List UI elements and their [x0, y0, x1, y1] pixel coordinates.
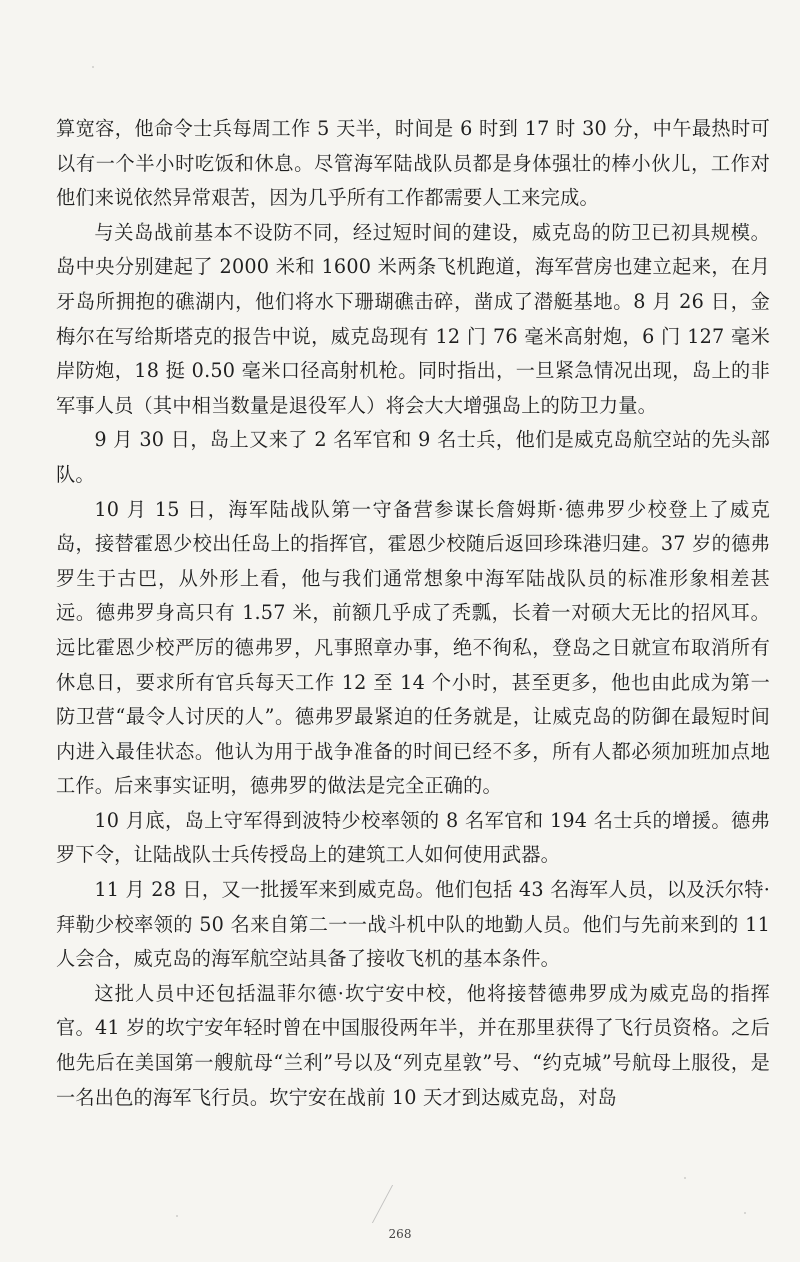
scan-speck	[684, 1177, 686, 1179]
scan-speck	[744, 1212, 746, 1214]
body-text	[56, 112, 770, 1115]
pencil-mark	[372, 1185, 431, 1223]
paragraph-2: 与关岛战前基本不设防不同，经过短时间的建设，威克岛的防卫已初具规模。岛中央分别建起了 2000 米和 1600 米两条飞机跑道，海军营房也建立起来，在月牙岛所拥抱的礁湖内，他们将水下珊瑚礁击碎，凿成了潜艇基地。8 月 26 日，金梅尔在写给斯塔克的报告中说，威克岛现有 12 门 76 毫米高射炮，6 门 127 毫米岸防炮，18 挺 0.50 毫米口径高射机枪。同时指出，一旦紧急情况出现，岛上的非军事人员（其中相当数量是退役军人）将会大大增强岛上的防卫力量。	[56, 220, 770, 417]
paragraph-6: 11 月 28 日，又一批援军来到威克岛。他们包括 43 名海军人员，以及沃尔特·拜勒少校率领的 50 名来自第二一一战斗机中队的地勤人员。他们与先前来到的 11 人会合，威克岛的海军航空站具备了接收飞机的基本条件。	[56, 878, 770, 971]
page-number: 268	[388, 1227, 412, 1241]
paragraph-7: 这批人员中还包括温菲尔德·坎宁安中校，他将接替德弗罗成为威克岛的指挥官。41 岁的坎宁安年轻时曾在中国服役两年半，并在那里获得了飞行员资格。之后他先后在美国第一艘航母“兰利”号以及“列克星敦”号、“约克城”号航母上服役，是一名出色的海军飞行员。坎宁安在战前 10 天才到达威克岛，对岛	[56, 981, 770, 1109]
paragraph-1: 算宽容，他命令士兵每周工作 5 天半，时间是 6 时到 17 时 30 分，中午最热时可以有一个半小时吃饭和休息。尽管海军陆战队员都是身体强壮的棒小伙儿，工作对他们来说依然异常艰苦，因为几乎所有工作都需要人工来完成。	[56, 117, 770, 210]
scan-speck	[176, 1215, 178, 1217]
scan-speck	[92, 66, 94, 68]
paragraph-3: 9 月 30 日，岛上又来了 2 名军官和 9 名士兵，他们是威克岛航空站的先头部队。	[56, 428, 770, 486]
paragraph-4: 10 月 15 日，海军陆战队第一守备营参谋长詹姆斯·德弗罗少校登上了威克岛，接替霍恩少校出任岛上的指挥官，霍恩少校随后返回珍珠港归建。37 岁的德弗罗生于古巴，从外形上看，他与我们通常想象中海军陆战队员的标准形象相差甚远。德弗罗身高只有 1.57 米，前额几乎成了秃瓢，长着一对硕大无比的招风耳。远比霍恩少校严厉的德弗罗，凡事照章办事，绝不徇私，登岛之日就宣布取消所有休息日，要求所有官兵每天工作 12 至 14 个小时，甚至更多，他也由此成为第一防卫营“最令人讨厌的人”。德弗罗最紧迫的任务就是，让威克岛的防御在最短时间内进入最佳状态。他认为用于战争准备的时间已经不多，所有人都必须加班加点地工作。后来事实证明，德弗罗的做法是完全正确的。	[56, 497, 770, 798]
paragraph-5: 10 月底，岛上守军得到波特少校率领的 8 名军官和 194 名士兵的增援。德弗罗下令，让陆战队士兵传授岛上的建筑工人如何使用武器。	[56, 808, 770, 867]
